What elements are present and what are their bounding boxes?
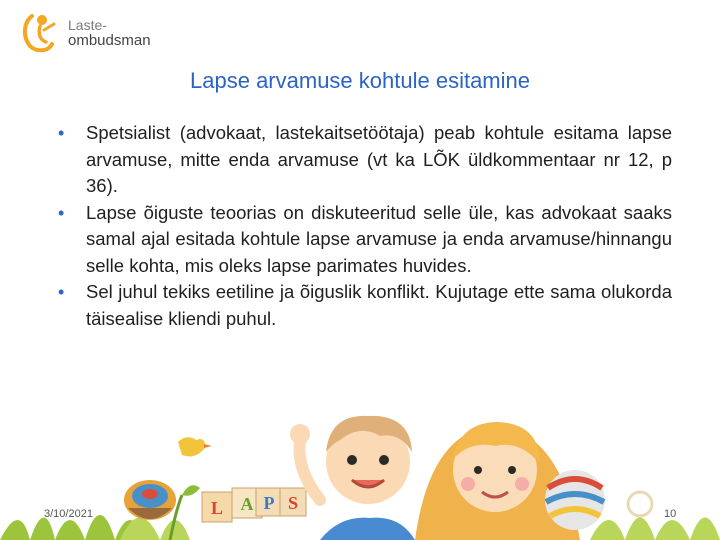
bullet-text: Sel juhul tekiks eetiline ja õiguslik konflikt. Kujutage ette sama olukorda täisealise kliendi puhul.	[86, 281, 672, 329]
bullet-list	[58, 120, 672, 332]
footer-date: 3/10/2021	[44, 508, 93, 520]
bullet-dot-icon: •	[58, 202, 65, 223]
bullet-text: Lapse õiguste teoorias on diskuteeritud selle üle, kas advokaat saaks samal ajal esitada kohtule lapse arvamuse ja enda arvamuse/hinnangu selle kohta, mis oleks lapse parimates huvides.	[86, 201, 672, 276]
logo-text-line2: ombudsman	[68, 32, 151, 49]
svg-text:L: L	[210, 498, 224, 518]
bullet-text: Spetsialist (advokaat, lastekaitsetöötaja) peab kohtule esitama lapse arvamuse, mitte enda arvamuse (vt ka LÕK üldkommentaar nr 12, p 36).	[86, 122, 672, 196]
bullet-item	[58, 120, 672, 200]
spinning-top-icon	[124, 480, 176, 520]
children-illustration	[0, 400, 720, 540]
lasteombudsman-logo	[18, 8, 178, 58]
logo-figure-icon	[18, 8, 66, 56]
block-p	[256, 488, 282, 516]
logo-text-line1: Laste-	[68, 17, 107, 33]
bird-icon	[178, 437, 212, 456]
grass-right-icon	[590, 492, 720, 540]
boy-figure-icon	[287, 416, 415, 540]
page-number: 10	[664, 508, 677, 520]
bullet-item	[58, 279, 672, 332]
block-s	[280, 488, 306, 516]
svg-text:S: S	[287, 493, 299, 513]
ball-icon	[545, 470, 605, 530]
block-l	[202, 492, 232, 522]
letter-blocks	[202, 488, 306, 522]
bullet-item	[58, 200, 672, 280]
bullet-dot-icon: •	[58, 282, 65, 302]
bullet-dot-icon: •	[58, 123, 65, 143]
slide-title: Lapse arvamuse kohtule esitamine	[190, 68, 530, 93]
svg-text:A: A	[240, 494, 254, 514]
grass-left-icon	[0, 515, 190, 540]
svg-text:P: P	[263, 493, 275, 513]
